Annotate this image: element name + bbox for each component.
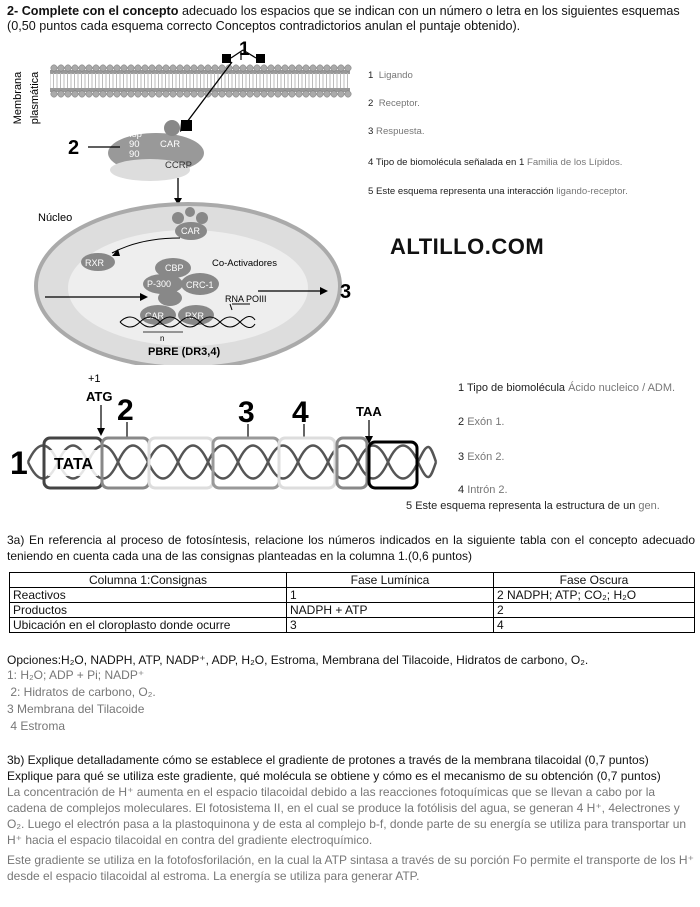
label-number-4: 4: [292, 396, 309, 429]
answer-2-1: 1 Tipo de biomolécula Ácido nucleico / ADM.: [458, 382, 676, 394]
label-number-3: 3: [238, 396, 255, 429]
question-3a: 3a) En referencia al proceso de fotosíntesis, relacione los números indicados en la siguiente tabla con el concepto adecuado teniendo en cuenta cada una de las consignas planteadas en la columna 1.(0,6 puntos): [7, 533, 695, 563]
table-header-consignas: Columna 1:Consignas: [10, 573, 287, 588]
pbre-label: PBRE (DR3,4): [148, 346, 221, 358]
option-answer-1: 1: H₂O; ADP + Pi; NADP⁺: [7, 668, 145, 682]
car-nucleus-label: CAR: [181, 226, 201, 236]
rxr-dna-label: RXR: [185, 311, 205, 321]
answer-1-3: 3 Respuesta.: [368, 126, 425, 137]
question-3b-line2: Explique para qué se utiliza este gradiente, qué molécula se obtiene y cómo es el mecanismo de su obtención (0,7 puntos): [7, 769, 661, 783]
hsp-90-b: 90: [129, 149, 140, 160]
table-header-row: [10, 573, 695, 588]
table-row: [10, 618, 695, 633]
receptor-diagram: [0, 40, 360, 365]
atg-label: ATG: [86, 389, 113, 404]
table-cell: 2 NADPH; ATP; CO₂; H₂O: [494, 588, 695, 603]
answer-2-2: 2 Exón 1.: [458, 416, 505, 428]
hsp-label: Hsp: [125, 129, 142, 140]
question-3b-answer-1: La concentración de H⁺ aumenta en el espacio tilacoidal debido a las reacciones fotoquímicas que se llevan a cabo por la cadena de complejos moleculares. El fotosistema II, en el cual se produce la fotólisis del agua, se generan 4 H⁺, 4electrones y O₂. Luego el electrón pasa a la plastoquinona y de esta al complejo b-f, donde parte de su energía se utiliza para transportar un H⁺ hacia el espacio tilacoidal en contra del gradiente electroquímico.: [7, 785, 687, 847]
option-answer-4: 4 Estroma: [7, 719, 66, 733]
plasma-membrane: [50, 65, 351, 97]
option-answer-2: 2: Hidratos de carbono, O₂.: [7, 685, 156, 699]
option-answer-3: 3 Membrana del Tilacoide: [7, 702, 145, 716]
label-number-2: 2: [117, 394, 134, 427]
options-line: Opciones:H₂O, NADPH, ATP, NADP⁺, ADP, H₂O, Estroma, Membrana del Tilacoide, Hidratos de carbono, O₂.: [7, 653, 589, 667]
answer-2-3: 3 Exón 2.: [458, 451, 505, 463]
answer-1-4: 4 Tipo de biomolécula señalada en 1 Familia de los Lípidos.: [368, 157, 623, 168]
question-2-header: [7, 4, 695, 34]
question-2-label: 2- Complete con el concepto: [7, 4, 179, 18]
rna-polii-label: RNA POIII: [225, 294, 267, 304]
answer-2-4: 4 Intrón 2.: [458, 484, 508, 496]
table-row: [10, 603, 695, 618]
table-cell: Reactivos: [10, 588, 287, 603]
table-row: [10, 588, 695, 603]
label-number-3: 3: [340, 281, 352, 303]
table-header-oscura: Fase Oscura: [494, 573, 695, 588]
photosynthesis-table: [9, 572, 695, 633]
answer-1-2: 2 Receptor.: [368, 98, 420, 109]
answer-1-1: 1 Ligando: [368, 70, 413, 81]
table-cell: Productos: [10, 603, 287, 618]
table-cell: 2: [494, 603, 695, 618]
plus1-label: +1: [88, 373, 101, 385]
answer-2-5: 5 Este esquema representa la estructura de un gen.: [406, 500, 660, 512]
hsp-90-a: 90: [129, 139, 140, 150]
question-3b-answer-2: Este gradiente se utiliza en la fotofosforilación, en la cual la ATP sintasa a través de su porción Fo permite el transporte de los H⁺ desde el espacio tilacoidal al estroma. La energía se utiliza para generar ATP.: [7, 853, 694, 883]
rxr-label: RXR: [85, 258, 105, 268]
answer-1-5: 5 Este esquema representa una interacción ligando-receptor.: [368, 186, 628, 197]
membrane-label-1: Membrana: [12, 71, 24, 125]
table-cell: 4: [494, 618, 695, 633]
watermark: ALTILLO.COM: [390, 234, 545, 259]
membrane-label-2: plasmática: [29, 71, 41, 125]
question-2-text: adecuado los espacios que se indican con un número o letra en los siguientes esquemas (0,50 puntos cada esquema correcto Conceptos contradictorios anulan el puntaje obtenido).: [7, 4, 680, 33]
n-label: n: [160, 334, 165, 343]
table-cell: Ubicación en el cloroplasto donde ocurre: [10, 618, 287, 633]
label-number-1: 1: [239, 40, 250, 60]
car-dna-label: CAR: [145, 311, 165, 321]
cytoplasm-complex: [108, 120, 204, 181]
nucleus-label: Núcleo: [38, 212, 73, 224]
crc1-label: CRC-1: [186, 280, 214, 290]
gene-diagram: [0, 370, 450, 495]
table-cell: 1: [287, 588, 494, 603]
table-cell: NADPH + ATP: [287, 603, 494, 618]
question-3b-line1: 3b) Explique detalladamente cómo se establece el gradiente de protones a través de la membrana tilacoidal (0,7 puntos): [7, 753, 649, 767]
taa-label: TAA: [356, 404, 382, 419]
p300-label: P-300: [147, 279, 172, 289]
coactivators-label: Co-Activadores: [212, 258, 277, 269]
table-cell: 3: [287, 618, 494, 633]
label-number-1: 1: [10, 445, 28, 481]
label-number-2: 2: [68, 137, 80, 159]
ccrp-label: CCRP: [165, 160, 192, 171]
tata-label: TATA: [54, 456, 94, 473]
table-header-luminica: Fase Lumínica: [287, 573, 494, 588]
car-label: CAR: [160, 139, 181, 150]
cbp-label: CBP: [165, 263, 184, 273]
